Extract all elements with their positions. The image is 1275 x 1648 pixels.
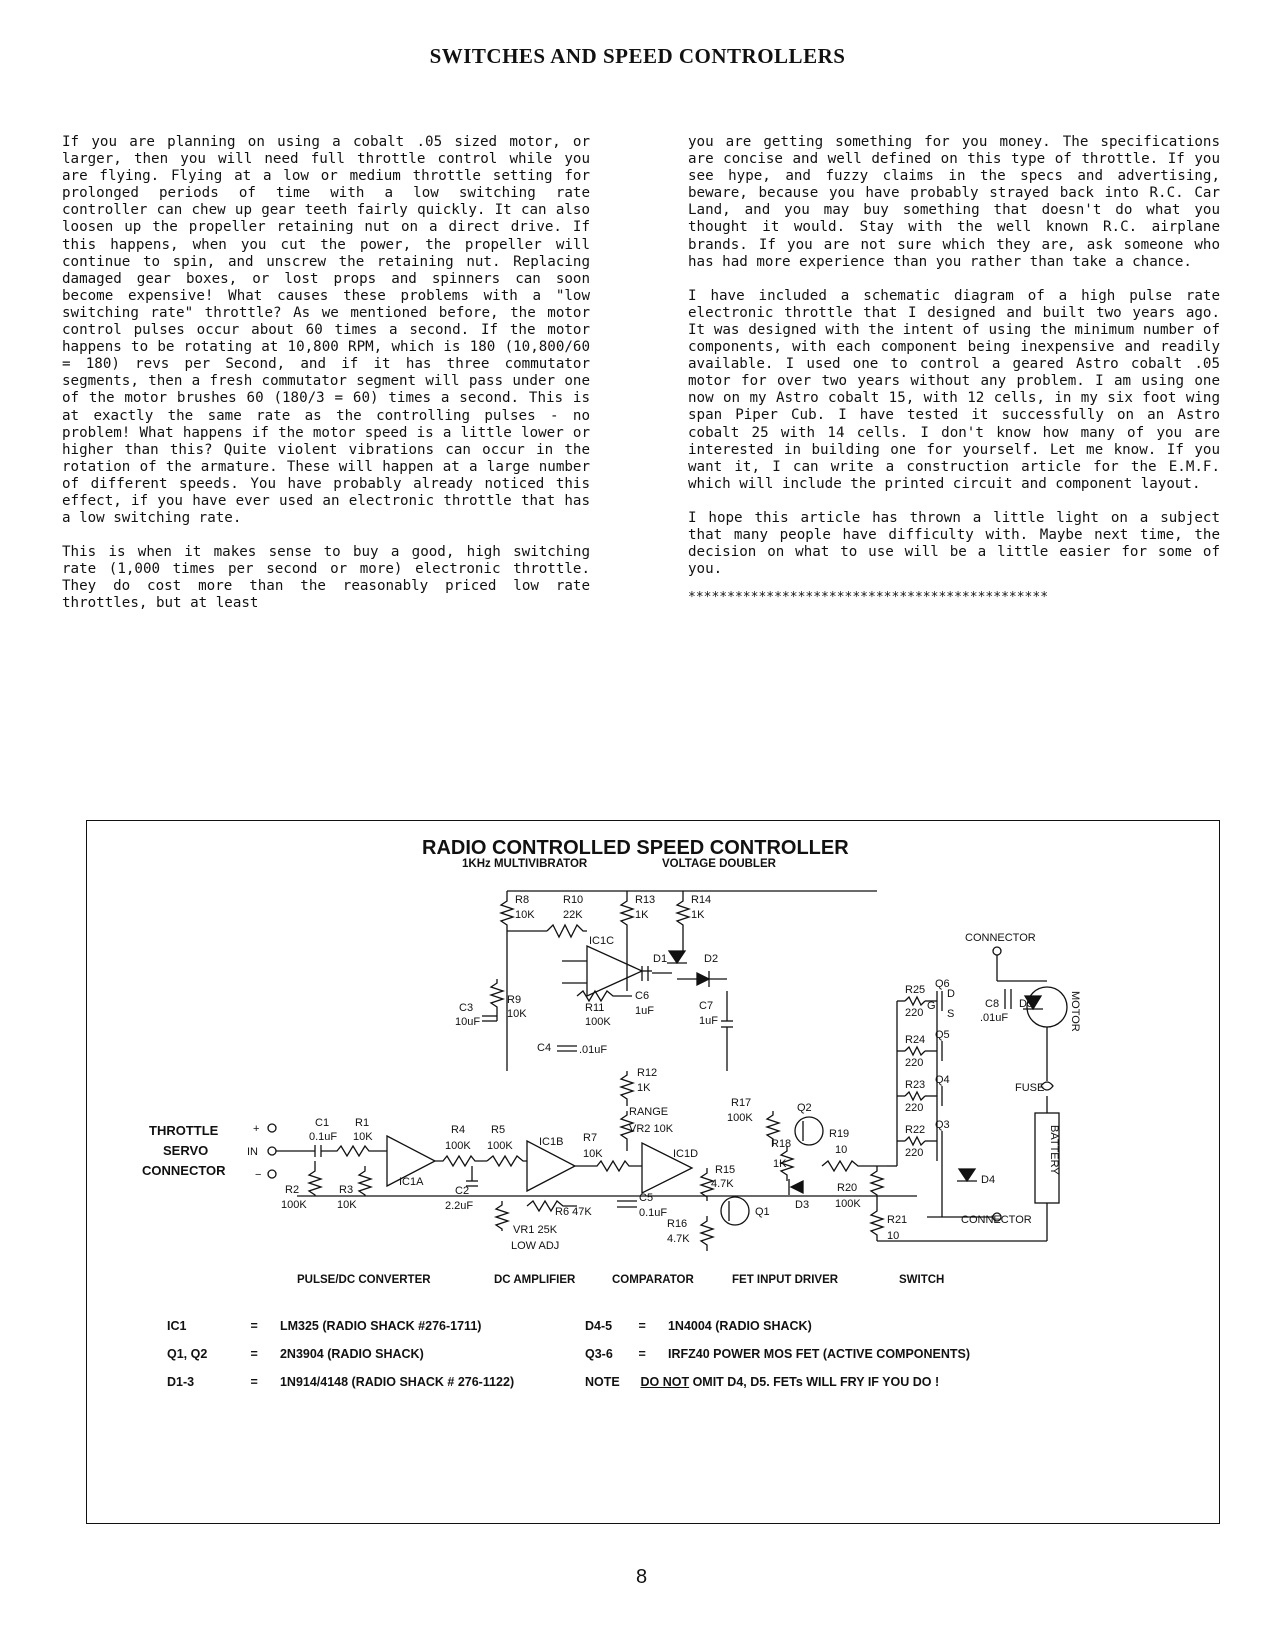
value-r2: 100K [281,1199,307,1211]
schematic-diagram [87,821,1219,1321]
label-motor: MOTOR [1069,991,1081,1032]
value-c2: 2.2uF [445,1200,474,1212]
pin-g: G [927,1000,936,1012]
value-r25: 220 [905,1007,924,1019]
minus-terminal: − [255,1169,262,1181]
label-r14: R14 [691,894,712,906]
pin-d: D [947,988,955,1000]
part-eq: = [638,1347,646,1361]
label-battery: BATTERY [1048,1125,1060,1175]
paragraph: This is when it makes sense to buy a good, high switching rate (1,000 times per second or more) electronic throttle. They do cost more than the reasonably priced low rate throttles, but at least [62,544,590,612]
label-r4: R4 [451,1124,466,1136]
label-q6: Q6 [935,978,950,990]
label-d2: D2 [704,953,719,965]
value-r5: 100K [487,1140,513,1152]
label-r24: R24 [905,1034,926,1046]
value-r10: 22K [563,909,583,921]
label-fuse: FUSE [1015,1082,1045,1094]
parts-item [167,1375,514,1389]
part-ref: Q1, Q2 [167,1347,208,1361]
label-ic1c: IC1C [589,935,615,947]
value-r9: 10K [507,1008,527,1020]
label-throttle: THROTTLE [149,1123,219,1138]
note-emphasis: DO NOT [640,1375,690,1389]
label-q5: Q5 [935,1029,950,1041]
value-r23: 220 [905,1102,924,1114]
label-fet-driver: FET INPUT DRIVER [732,1274,839,1286]
label-range: RANGE [629,1106,669,1118]
pin-s: S [947,1008,955,1020]
parts-item [167,1347,424,1361]
label-r7: R7 [583,1132,598,1144]
label-servo: SERVO [163,1143,209,1158]
label-r23: R23 [905,1079,926,1091]
part-desc: LM325 (RADIO SHACK #276-1711) [279,1319,482,1333]
right-column [688,134,1220,606]
label-r8: R8 [515,894,530,906]
label-c1: C1 [315,1117,330,1129]
parts-item [167,1319,481,1333]
label-ic1b: IC1B [539,1136,564,1148]
label-pulse-dc: PULSE/DC CONVERTER [297,1274,431,1286]
value-r4: 100K [445,1140,471,1152]
value-r20: 100K [835,1198,861,1210]
label-r2: R2 [285,1184,300,1196]
paragraph: If you are planning on using a cobalt .05 sized motor, or larger, then you will need full throttle control while you are flying. Flying at a low or medium throttle setting for prolonged periods of time with a low switching rate controller can chew up gear teeth fairly quickly. It can also loosen up the propeller retaining nut on a direct drive. If this happens, when you cut the power, the propeller will continue to spin, and unscrew the retaining nut. Replacing damaged gear boxes, or lost props and spinners can soon become expensive! What causes these problems with a "low switching rate" throttle? As we mentioned before, the motor control pulses occur about 60 times a second. If the motor happens to be rotating at 10,800 RPM, which is 180 (10,800/60 = 180) revs per Second, and if it has three commutator segments, then a fresh commutator segment will pass under one of the motor brushes 60 (180/3 = 60) times a second. This is at exactly the same rate as the controlling pulses - no problem! What happens if the motor speed is a little lower or higher than this? Quite violent vibrations can occur in the rotation of the armature. These will happen at a large number of different speeds. You have probably already noticed this effect, if you have ever used an electronic throttle that has a low switching rate. [62,134,590,527]
label-r1: R1 [355,1117,370,1129]
label-ic1a: IC1A [399,1176,424,1188]
value-r8: 10K [515,909,535,921]
label-connector: CONNECTOR [142,1163,226,1178]
note-label: NOTE [585,1375,620,1389]
value-c5: 0.1uF [639,1207,668,1219]
value-c8: .01uF [980,1012,1009,1024]
value-r16: 4.7K [667,1233,690,1245]
label-c2: C2 [455,1185,470,1197]
label-r13: R13 [635,894,656,906]
value-r1: 10K [353,1131,373,1143]
label-q4: Q4 [935,1074,950,1086]
value-r17: 100K [727,1112,753,1124]
part-desc: 1N4004 (RADIO SHACK) [667,1319,812,1333]
label-d4: D4 [981,1174,996,1186]
label-voltage-doubler: VOLTAGE DOUBLER [662,858,776,870]
value-c7: 1uF [699,1015,718,1027]
label-r17: R17 [731,1097,752,1109]
section-divider: ********************************************** [688,590,1049,606]
label-ic1d: IC1D [673,1148,699,1160]
value-r11: 100K [585,1016,611,1028]
label-c3: C3 [459,1002,474,1014]
note-text: OMIT D4, D5. FETs WILL FRY IF YOU DO ! [692,1375,940,1389]
label-r20: R20 [837,1182,858,1194]
value-r7: 10K [583,1148,603,1160]
label-c8: C8 [985,998,1000,1010]
label-r9: R9 [507,994,522,1006]
label-r10: R10 [563,894,584,906]
label-r21: R21 [887,1214,908,1226]
label-d1: D1 [653,953,668,965]
figure-title: RADIO CONTROLLED SPEED CONTROLLER [422,837,849,859]
value-c1: 0.1uF [309,1131,338,1143]
value-c3: 10uF [455,1016,481,1028]
label-multivibrator: 1KHz MULTIVIBRATOR [462,858,588,870]
label-c5: C5 [639,1192,654,1204]
warning-note [585,1375,939,1389]
value-r19: 10 [835,1144,848,1156]
paragraph: I hope this article has thrown a little light on a subject that many people have difficulty with. Maybe next time, the decision on what to use will be a little easier for some of you. [688,509,1220,578]
label-q2: Q2 [797,1102,812,1114]
part-ref: D4-5 [585,1319,613,1333]
value-r3: 10K [337,1199,357,1211]
label-r12: R12 [637,1067,658,1079]
value-r21: 10 [887,1230,900,1242]
paragraph: you are getting something for you money. The specifications are concise and well defined on this type of throttle. If you see hype, and fuzzy claims in the specs and advertising, beware, because you have probably strayed back into R.C. Car Land, and you may buy something that doesn't do what you thought it would. Stay with the well known R.C. airplane brands. If you are not sure which they are, ask someone who has had more experience than you rather than take a chance. [688,134,1220,270]
part-desc: 1N914/4148 (RADIO SHACK # 276-1122) [279,1375,515,1389]
label-r3: R3 [339,1184,354,1196]
label-r5: R5 [491,1124,506,1136]
label-connector-top: CONNECTOR [965,932,1036,944]
label-r18: R18 [771,1138,792,1150]
part-eq: = [638,1319,646,1333]
part-eq: = [250,1347,258,1361]
paragraph: I have included a schematic diagram of a high pulse rate electronic throttle that I designed and built two years ago. It was designed with the intent of using the minimum number of components, with each component being inexpensive and readily available. I used one to control a geared Astro cobalt .05 motor for over two years without any problem. I am using one now on my Astro cobalt 15, with 12 cells, in my six foot wing span Piper Cub. I have tested it successfully on an Astro cobalt 25 with 14 cells. I don't know how many of you are interested in building one for yourself. Let me know. If you want it, I can write a construction article for the E.M.F. which will include the printed circuit and component layout. [688,287,1220,492]
value-r12: 1K [637,1082,651,1094]
parts-item [585,1319,812,1333]
part-desc: 2N3904 (RADIO SHACK) [279,1347,424,1361]
label-r11: R11 [585,1002,605,1014]
part-desc: IRFZ40 POWER MOS FET (ACTIVE COMPONENTS) [667,1347,971,1361]
label-c7: C7 [699,1000,714,1012]
label-vr2: VR2 10K [629,1123,674,1135]
page-title: SWITCHES AND SPEED CONTROLLERS [429,44,846,68]
part-ref: Q3-6 [585,1347,613,1361]
label-d3: D3 [795,1199,810,1211]
page-number: 8 [636,1566,648,1588]
label-r25: R25 [905,984,926,996]
schematic-figure [86,820,1220,1524]
plus-terminal: + [253,1123,260,1135]
part-ref: IC1 [167,1319,187,1333]
in-terminal: IN [247,1146,258,1158]
part-ref: D1-3 [167,1375,195,1389]
value-r15: 4.7K [711,1178,734,1190]
label-r19: R19 [829,1128,850,1140]
value-r14: 1K [691,909,705,921]
label-c6: C6 [635,990,650,1002]
label-connector-bottom: CONNECTOR [961,1214,1032,1226]
parts-item [585,1347,970,1361]
label-r16: R16 [667,1218,688,1230]
label-vr1: VR1 25K [513,1224,558,1236]
label-dc-amp: DC AMPLIFIER [494,1274,576,1286]
label-r22: R22 [905,1124,926,1136]
label-comparator: COMPARATOR [612,1274,694,1286]
value-c6: 1uF [635,1005,654,1017]
label-low-adj: LOW ADJ [511,1240,560,1252]
part-eq: = [250,1375,258,1389]
part-eq: = [250,1319,258,1333]
value-r13: 1K [635,909,649,921]
value-r22: 220 [905,1147,924,1159]
value-c4: .01uF [579,1044,608,1056]
label-r15: R15 [715,1164,736,1176]
label-q1: Q1 [755,1206,770,1218]
value-r24: 220 [905,1057,924,1069]
label-c4: C4 [537,1042,552,1054]
label-q3: Q3 [935,1119,950,1131]
label-d5: D5 [1019,998,1034,1010]
value-r18: 1K [773,1158,787,1170]
label-r6: R6 47K [555,1206,592,1218]
left-column [62,134,590,630]
label-switch: SWITCH [899,1274,945,1286]
